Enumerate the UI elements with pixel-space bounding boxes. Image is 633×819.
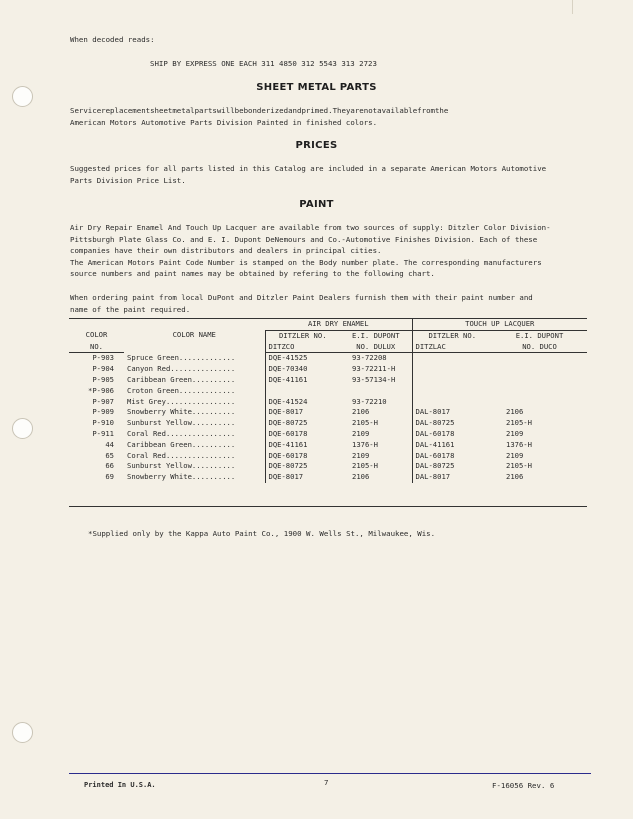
binder-hole-bottom bbox=[12, 722, 33, 743]
dulux-value: 2105-H bbox=[340, 461, 412, 472]
paint-line-3: companies have their own distributors and dealers in principal cities. bbox=[70, 246, 382, 256]
duco-value: 2105-H bbox=[506, 418, 532, 428]
sheet-metal-word: will bbox=[216, 106, 235, 115]
decoded-intro: When decoded reads: bbox=[70, 35, 155, 44]
paint-color-name: Canyon Red............... bbox=[124, 364, 265, 375]
paint-color-name: Croton Green............. bbox=[124, 386, 265, 397]
paint-color-name: Snowberry White.......... bbox=[124, 472, 265, 483]
dulux-value: 93-72210 bbox=[340, 397, 412, 408]
paint-color-no: P-909 bbox=[92, 407, 114, 417]
prices-paragraph bbox=[70, 163, 586, 186]
ordering-line-2: name of the paint required. bbox=[70, 304, 191, 314]
table-bottom-rule bbox=[69, 506, 587, 507]
ditzlac-value bbox=[412, 397, 492, 408]
paint-paragraph bbox=[70, 222, 586, 280]
corner-tab bbox=[572, 0, 633, 14]
ditzlac-value bbox=[412, 364, 492, 375]
prices-line-1: Suggested prices for all parts listed in this Catalog are included in a separate American Motors Automotive bbox=[70, 164, 547, 173]
color-no-header-2: NO. bbox=[69, 342, 124, 353]
paint-line-4: The American Motors Paint Code Number is stamped on the Body number plate. The corresponding manufacturers bbox=[70, 257, 542, 267]
sheet-metal-word: Service bbox=[70, 106, 102, 115]
paint-heading: PAINT bbox=[299, 199, 334, 210]
ditzlac-header: DITZLER NO. bbox=[428, 330, 477, 340]
form-number: F-16056 Rev. 6 bbox=[492, 781, 555, 790]
sheet-metal-word: replacement bbox=[101, 106, 151, 115]
sheet-metal-word: from bbox=[417, 106, 435, 115]
paint-color-no: 44 bbox=[105, 439, 114, 449]
paint-color-no: 66 bbox=[105, 461, 114, 471]
dulux-value: 2109 bbox=[340, 429, 412, 440]
paint-color-name: Coral Red................ bbox=[124, 451, 265, 462]
ship-line: SHIP BY EXPRESS ONE EACH 311 4850 312 5543 313 2723 bbox=[150, 59, 377, 68]
prices-line-2: Parts Division Price List. bbox=[70, 175, 186, 185]
ditzlac-value bbox=[412, 386, 492, 397]
duco-value: 2105-H bbox=[506, 461, 532, 471]
dulux-value: 93-72211-H bbox=[340, 364, 412, 375]
dulux-value: 2106 bbox=[340, 407, 412, 418]
duco-value: 2109 bbox=[506, 450, 524, 460]
paint-color-no: *P-906 bbox=[88, 385, 114, 395]
paint-color-no: P-907 bbox=[92, 396, 114, 406]
footer-rule bbox=[69, 773, 591, 774]
duco-value bbox=[492, 353, 587, 364]
ditzco-value bbox=[265, 386, 340, 397]
paint-color-name: Sunburst Yellow.......... bbox=[124, 461, 265, 472]
table-row bbox=[69, 407, 587, 418]
sheet-metal-word: parts bbox=[194, 106, 217, 115]
ditzlac-value: DAL-60178 bbox=[415, 428, 455, 438]
table-row bbox=[69, 353, 587, 364]
dulux-value: 1376-H bbox=[340, 440, 412, 451]
table-row bbox=[69, 386, 587, 397]
paint-line-1: Air Dry Repair Enamel And Touch Up Lacquer are available from two sources of supply: Ditzler Color Division- bbox=[70, 223, 551, 232]
dulux-value: 2109 bbox=[340, 451, 412, 462]
duco-value bbox=[492, 364, 587, 375]
ditzco-value: DQE-70340 bbox=[268, 364, 308, 374]
ditzlac-value: DAL-41161 bbox=[415, 439, 455, 449]
dulux-value: 2105-H bbox=[340, 418, 412, 429]
paint-color-name: Coral Red................ bbox=[124, 429, 265, 440]
touch-up-lacquer-header: TOUCH UP LACQUER bbox=[412, 319, 587, 331]
table-row bbox=[69, 375, 587, 386]
sheet-metal-line-1 bbox=[70, 105, 586, 117]
ditzlac-header-2: DITZLAC bbox=[412, 342, 492, 353]
dulux-value: 2106 bbox=[340, 472, 412, 483]
ditzco-value: DQE-8017 bbox=[268, 407, 304, 417]
dulux-header: E.I. DUPONT bbox=[340, 330, 412, 341]
sheet-metal-word: available bbox=[377, 106, 418, 115]
table-row bbox=[69, 429, 587, 440]
color-name-header: COLOR NAME bbox=[124, 330, 265, 353]
paint-line-2: Pittsburgh Plate Glass Co. and E. I. Dupont DeNemours and Co.-Automotive Finishes Division. Each of these bbox=[70, 234, 538, 244]
ditzco-value: DQE-41161 bbox=[268, 439, 308, 449]
table-group-header-row bbox=[69, 319, 587, 331]
dulux-value: 93-57134-H bbox=[340, 375, 412, 386]
ditzco-value: DQE-60178 bbox=[268, 450, 308, 460]
ditzlac-value bbox=[412, 353, 492, 364]
duco-value bbox=[492, 386, 587, 397]
dulux-header-2: NO. DULUX bbox=[340, 342, 412, 353]
sheet-metal-word: and bbox=[288, 106, 302, 115]
color-no-header: COLOR bbox=[85, 330, 108, 340]
table-row bbox=[69, 418, 587, 429]
paint-color-no: P-904 bbox=[92, 364, 114, 374]
prices-heading: PRICES bbox=[295, 140, 338, 151]
table-row bbox=[69, 440, 587, 451]
ditzco-value: DQE-80725 bbox=[268, 418, 308, 428]
dulux-value bbox=[340, 386, 412, 397]
paint-color-name: Spruce Green............. bbox=[124, 353, 265, 364]
sheet-metal-word: be bbox=[234, 106, 244, 115]
duco-value: 2106 bbox=[506, 472, 524, 482]
ordering-line-1: When ordering paint from local DuPont and Ditzler Paint Dealers furnish them with their paint number and bbox=[70, 293, 533, 302]
ditzlac-value bbox=[412, 375, 492, 386]
paint-color-no: P-911 bbox=[92, 428, 114, 438]
paint-color-name: Mist Grey................ bbox=[124, 397, 265, 408]
sheet-metal-word: sheet bbox=[150, 106, 173, 115]
paint-table-body bbox=[69, 353, 587, 483]
paint-color-name: Snowberry White.......... bbox=[124, 407, 265, 418]
dulux-value: 93-72208 bbox=[340, 353, 412, 364]
table-row bbox=[69, 461, 587, 472]
duco-value bbox=[492, 397, 587, 408]
sheet-metal-word: bonderized bbox=[243, 106, 289, 115]
sheet-metal-word: metal bbox=[172, 106, 195, 115]
ditzco-header: DITZLER NO. bbox=[278, 330, 327, 340]
duco-value bbox=[492, 375, 587, 386]
paint-code-table bbox=[69, 318, 587, 483]
paint-color-name: Caribbean Green.......... bbox=[124, 440, 265, 451]
ditzco-value: DQE-80725 bbox=[268, 461, 308, 471]
sheet-metal-word: the bbox=[434, 106, 449, 115]
ditzlac-value: DAL-60178 bbox=[415, 450, 455, 460]
ordering-paragraph bbox=[70, 292, 586, 315]
duco-value: 2106 bbox=[506, 407, 524, 417]
paint-line-5: source numbers and paint names may be obtained by refering to the following chart. bbox=[70, 269, 435, 279]
table-row bbox=[69, 472, 587, 483]
ditzco-value: DQE-41524 bbox=[268, 396, 308, 406]
sheet-metal-word: not bbox=[363, 106, 378, 115]
sheet-metal-paragraph bbox=[70, 105, 586, 128]
sheet-metal-line-2: American Motors Automotive Parts Division Painted in finished colors. bbox=[70, 117, 378, 127]
ditzlac-value: DAL-80725 bbox=[415, 418, 455, 428]
ditzlac-value: DAL-8017 bbox=[415, 472, 451, 482]
sheet-metal-heading: SHEET METAL PARTS bbox=[256, 82, 377, 93]
printed-in-usa: Printed In U.S.A. bbox=[84, 781, 156, 789]
footnote: *Supplied only by the Kappa Auto Paint Co., 1900 W. Wells St., Milwaukee, Wis. bbox=[88, 529, 436, 538]
paint-color-no: P-910 bbox=[92, 418, 114, 428]
ditzco-header-2: DITZCO bbox=[265, 342, 340, 353]
duco-value: 2109 bbox=[506, 428, 524, 438]
table-row bbox=[69, 451, 587, 462]
page-number: 7 bbox=[324, 778, 329, 787]
sheet-metal-word: primed. bbox=[301, 106, 333, 115]
table-row bbox=[69, 364, 587, 375]
ditzco-value: DQE-60178 bbox=[268, 428, 308, 438]
paint-color-no: P-905 bbox=[92, 374, 114, 384]
ditzlac-value: DAL-8017 bbox=[415, 407, 451, 417]
sheet-metal-word: They bbox=[332, 106, 351, 115]
binder-hole-middle bbox=[12, 418, 33, 439]
table-row bbox=[69, 397, 587, 408]
table-header-row-1 bbox=[69, 330, 587, 341]
duco-header-2: NO. DUCO bbox=[492, 342, 587, 353]
paint-color-name: Caribbean Green.......... bbox=[124, 375, 265, 386]
duco-value: 1376-H bbox=[506, 439, 532, 449]
ditzco-value: DQE-41161 bbox=[268, 374, 308, 384]
paint-color-no: 65 bbox=[105, 450, 114, 460]
ditzlac-value: DAL-80725 bbox=[415, 461, 455, 471]
sheet-metal-word: are bbox=[350, 106, 364, 115]
paint-color-no: 69 bbox=[105, 472, 114, 482]
ditzco-value: DQE-8017 bbox=[268, 472, 304, 482]
paint-color-no: P-903 bbox=[92, 353, 114, 363]
ditzco-value: DQE-41525 bbox=[268, 353, 308, 363]
air-dry-enamel-header: AIR DRY ENAMEL bbox=[265, 319, 412, 331]
paint-color-name: Sunburst Yellow.......... bbox=[124, 418, 265, 429]
duco-header: E.I. DUPONT bbox=[515, 330, 564, 340]
